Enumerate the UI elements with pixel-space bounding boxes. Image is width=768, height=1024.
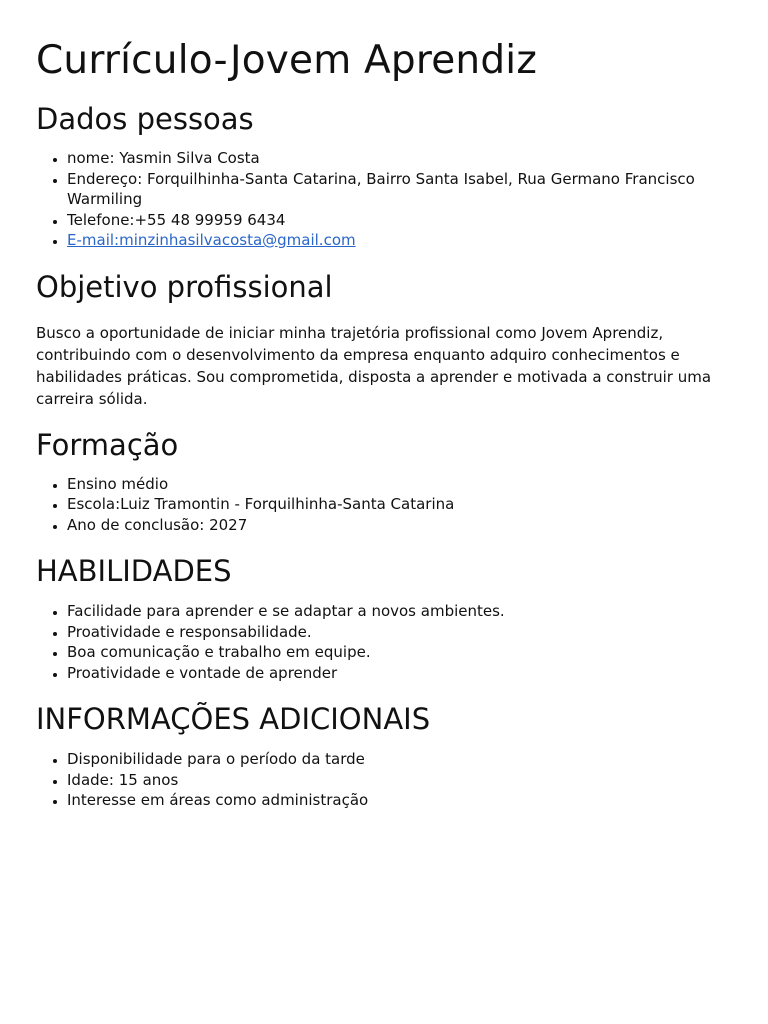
personal-item-name: • nome: Yasmin Silva Costa bbox=[67, 148, 732, 169]
education-list bbox=[36, 474, 732, 536]
section-heading-additional-info: INFORMAÇÕES ADICIONAIS bbox=[36, 702, 431, 736]
additional-item-age: • Idade: 15 anos bbox=[67, 770, 732, 791]
skill-item: • Boa comunicação e trabalho em equipe. bbox=[67, 642, 732, 663]
section-heading-skills: HABILIDADES bbox=[36, 554, 232, 588]
objective-paragraph: Busco a oportunidade de iniciar minha trajetória profissional como Jovem Aprendiz, contribuindo com o desenvolvimento da empresa enquanto adquiro conhecimentos e habilidades práticas. Sou comprometida, disposta a aprender e motivada a construir uma carreira sólida. bbox=[36, 323, 712, 408]
email-link[interactable]: E-mail:minzinhasilvacosta@gmail.com bbox=[67, 231, 356, 249]
personal-item-phone: • Telefone:+55 48 99959 6434 bbox=[67, 210, 732, 231]
skill-item: • Proatividade e responsabilidade. bbox=[67, 622, 732, 643]
section-heading-personal-data: Dados pessoas bbox=[36, 102, 254, 136]
skill-item: • Facilidade para aprender e se adaptar a novos ambientes. bbox=[67, 601, 732, 622]
additional-item-availability: • Disponibilidade para o período da tarde bbox=[67, 749, 732, 770]
personal-item-address: • Endereço: Forquilhinha-Santa Catarina, Bairro Santa Isabel, Rua Germano Francisco Warmiling bbox=[67, 169, 732, 210]
section-heading-education: Formação bbox=[36, 427, 179, 462]
page-title: Currículo-Jovem Aprendiz bbox=[36, 38, 538, 83]
additional-info-list bbox=[36, 749, 732, 811]
skills-list bbox=[36, 601, 732, 683]
education-item-level: • Ensino médio bbox=[67, 474, 732, 495]
section-heading-objective: Objetivo profissional bbox=[36, 269, 333, 304]
skill-item: • Proatividade e vontade de aprender bbox=[67, 663, 732, 684]
personal-item-email bbox=[67, 230, 732, 251]
personal-data-list bbox=[36, 148, 732, 251]
education-item-school: • Escola:Luiz Tramontin - Forquilhinha-Santa Catarina bbox=[67, 494, 732, 515]
education-item-graduation-year: • Ano de conclusão: 2027 bbox=[67, 515, 732, 536]
additional-item-interests: • Interesse em áreas como administração bbox=[67, 790, 732, 811]
